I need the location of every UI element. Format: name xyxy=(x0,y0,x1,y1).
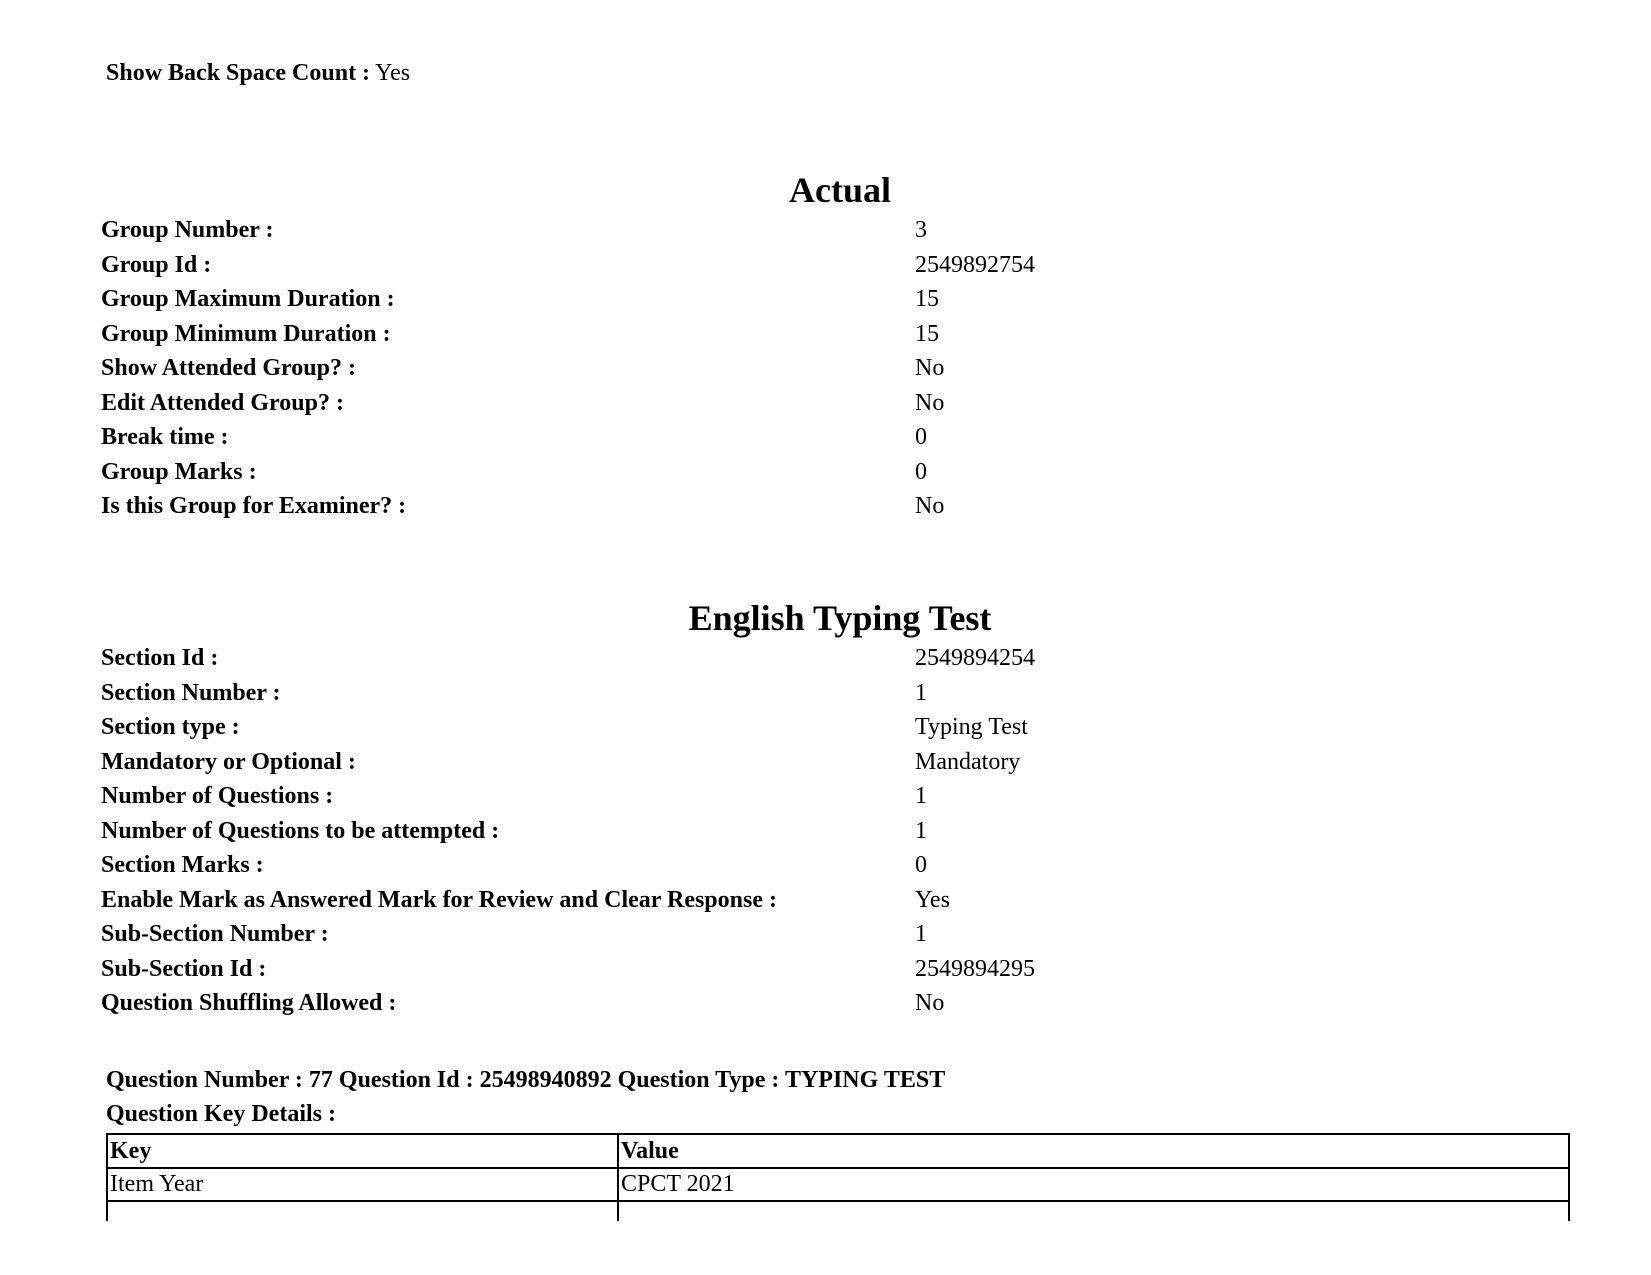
kv-row xyxy=(101,779,1401,814)
kv-value: No xyxy=(915,355,945,381)
kv-key: Sub-Section Number : xyxy=(101,921,329,947)
group-details xyxy=(101,213,1401,524)
kv-value: 1 xyxy=(915,817,927,844)
show-back-space-count xyxy=(106,58,410,88)
kv-row xyxy=(101,814,1401,849)
kv-value: 0 xyxy=(915,852,927,878)
kv-key: Number of Questions : xyxy=(101,783,334,809)
kv-key: Is this Group for Examiner? : xyxy=(101,493,407,519)
kv-row xyxy=(101,745,1401,780)
kv-value: Yes xyxy=(915,886,950,913)
table-cell-value: CPCT 2021 xyxy=(621,1171,735,1197)
kv-value: 15 xyxy=(915,320,939,347)
kv-value: 0 xyxy=(915,458,927,485)
kv-value: No xyxy=(915,990,945,1016)
kv-row xyxy=(101,351,1401,386)
kv-key: Number of Questions to be attempted : xyxy=(101,817,500,844)
kv-value: No xyxy=(915,493,945,519)
kv-key: Section type : xyxy=(101,714,240,740)
group-heading: Actual xyxy=(789,170,891,210)
kv-row xyxy=(101,986,1401,1021)
kv-key: Group Minimum Duration : xyxy=(101,320,391,347)
kv-key: Show Attended Group? : xyxy=(101,355,356,381)
kv-value: 1 xyxy=(915,921,927,947)
section-heading: English Typing Test xyxy=(688,598,992,638)
kv-key: Question Shuffling Allowed : xyxy=(101,990,397,1016)
kv-value: 15 xyxy=(915,286,939,312)
kv-row xyxy=(101,455,1401,490)
kv-row xyxy=(101,213,1401,248)
kv-key: Group Marks : xyxy=(101,458,257,485)
kv-value: 2549892754 xyxy=(915,251,1035,278)
show-back-space-count-value: Yes xyxy=(375,60,411,86)
kv-value: 2549894295 xyxy=(915,955,1035,982)
kv-row xyxy=(101,676,1401,711)
kv-value: Mandatory xyxy=(915,748,1021,775)
kv-key: Mandatory or Optional : xyxy=(101,748,356,775)
kv-row xyxy=(101,420,1401,455)
show-back-space-count-label: Show Back Space Count : xyxy=(106,60,371,86)
kv-row xyxy=(101,282,1401,317)
kv-key: Sub-Section Id : xyxy=(101,955,267,982)
kv-key: Group Number : xyxy=(101,217,274,243)
table-header-value: Value xyxy=(621,1138,679,1164)
kv-key: Enable Mark as Answered Mark for Review and Clear Response : xyxy=(101,886,777,913)
kv-row xyxy=(101,317,1401,352)
kv-key: Group Maximum Duration : xyxy=(101,286,395,312)
kv-value: 1 xyxy=(915,783,927,809)
kv-row xyxy=(101,952,1401,987)
question-info: Question Number : 77 Question Id : 25498940892 Question Type : TYPING TEST xyxy=(106,1067,946,1093)
kv-key: Break time : xyxy=(101,424,229,450)
kv-value: No xyxy=(915,389,945,416)
question-key-table xyxy=(106,1133,1570,1221)
kv-key: Section Marks : xyxy=(101,852,264,878)
kv-row xyxy=(101,848,1401,883)
kv-key: Section Number : xyxy=(101,679,281,706)
table-row-divider xyxy=(108,1167,1568,1169)
table-row-divider xyxy=(108,1200,1568,1202)
kv-row xyxy=(101,641,1401,676)
table-header-key: Key xyxy=(110,1138,152,1164)
kv-value: Typing Test xyxy=(915,714,1028,740)
kv-row xyxy=(101,489,1401,524)
kv-key: Section Id : xyxy=(101,645,219,671)
table-column-divider xyxy=(617,1135,619,1221)
kv-row xyxy=(101,883,1401,918)
kv-key: Group Id : xyxy=(101,251,212,278)
table-cell-key: Item Year xyxy=(110,1171,204,1197)
kv-value: 1 xyxy=(915,679,927,706)
kv-row xyxy=(101,248,1401,283)
kv-value: 2549894254 xyxy=(915,645,1035,671)
question-key-details-label: Question Key Details : xyxy=(106,1101,336,1127)
kv-value: 0 xyxy=(915,424,927,450)
section-details xyxy=(101,641,1401,1021)
kv-row xyxy=(101,386,1401,421)
kv-row xyxy=(101,917,1401,952)
kv-key: Edit Attended Group? : xyxy=(101,389,344,416)
kv-row xyxy=(101,710,1401,745)
kv-value: 3 xyxy=(915,217,927,243)
